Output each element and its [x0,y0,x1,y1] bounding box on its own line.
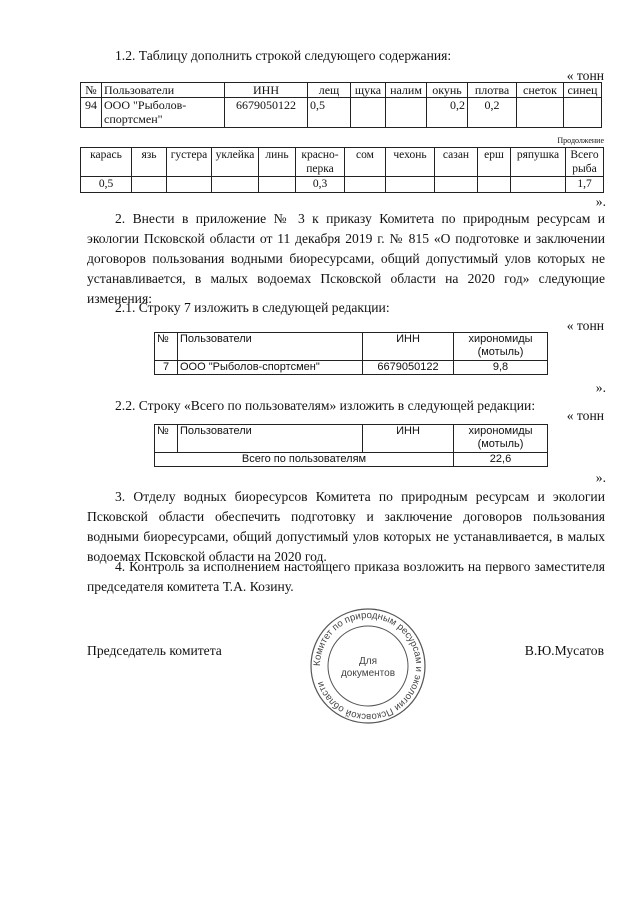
t2-h-6: красно-перка [296,148,345,177]
t1-c-2 [351,98,386,128]
t1-h-4: окунь [427,83,468,98]
t1-c-5: 0,2 [468,98,517,128]
section-1-2-heading: 1.2. Таблицу дополнить строкой следующего содержания: [115,48,452,63]
t1-c-6 [517,98,564,128]
t2-h-12: Всего рыба [566,148,604,177]
table-total-row [155,453,548,467]
paragraph-4: 4. Контроль за исполнением настоящего приказа возложить на первого заместителя председателя комитета Т.А. Козину. [87,559,605,594]
t1-c-7 [564,98,602,128]
t1-h-num: № [81,83,102,98]
continuation-label: Продолжение [557,136,604,145]
t2-h-8: чехонь [386,148,435,177]
t3-c-users: ООО "Рыболов-спортсмен" [178,361,363,375]
signatory-name: В.Ю.Мусатов [524,643,604,658]
t4-total-value: 22,6 [454,453,548,467]
t1-c-1: 0,5 [308,98,351,128]
paragraph-2: 2. Внести в приложение № 3 к приказу Комитета по природным ресурсам и экологии Псковской области от 11 декабря 2019 г. № 815 «О подготовке и заключении договоров пользования водными биоресурсами, общий допустимый улов которых не устанавливается, в малых водоемах Псковской области на 2020 год» следующие изменения: [87,211,605,306]
t1-h-users: Пользователи [102,83,225,98]
paragraph-3: 3. Отделу водных биоресурсов Комитета по природным ресурсам и экологии Псковской области обеспечить подготовку и заключение договоров пользования водными биоресурсами, общий допустимый улов которых не устанавливается, в малых водоемах Псковской области на 2020 год. [87,489,605,564]
t2-h-11: ряпушка [511,148,566,177]
close-quote-1: ». [595,194,606,209]
units-label-3: « тонн [566,408,604,423]
t2-h-4: уклейка [212,148,259,177]
t4-h-inn: ИНН [363,425,454,453]
t2-c-1: 0,5 [81,177,132,193]
table-1 [80,82,602,128]
section-2-1-heading: 2.1. Строку 7 изложить в следующей редакции: [115,300,390,315]
t2-h-10: ерш [478,148,511,177]
t4-total-label: Всего по пользователям [155,453,454,467]
t2-c-4 [212,177,259,193]
t3-c-inn: 6679050122 [363,361,454,375]
t3-h-value: хирономиды (мотыль) [454,333,548,361]
t2-c-8 [386,177,435,193]
t2-h-1: караcь [81,148,132,177]
table-2-header-row [81,148,604,177]
t2-h-2: язь [132,148,167,177]
table-3-header-row [155,333,548,361]
table-4-header-row [155,425,548,453]
t1-h-3: налим [386,83,427,98]
t1-c-inn: 6679050122 [225,98,308,128]
units-label-1: « тонн [566,68,604,83]
table-row [81,177,604,193]
t3-c-value: 9,8 [454,361,548,375]
t1-c-users: ООО "Рыболов-спортсмен" [102,98,225,128]
t2-h-3: густера [167,148,212,177]
t2-c-10 [478,177,511,193]
t3-h-inn: ИНН [363,333,454,361]
t1-h-2: щука [351,83,386,98]
t1-h-6: снеток [517,83,564,98]
stamp-seal [308,606,428,726]
t1-h-7: синец [564,83,602,98]
t4-h-users: Пользователи [178,425,363,453]
close-quote-2: ». [595,380,606,395]
t1-h-1: лещ [308,83,351,98]
t2-c-9 [435,177,478,193]
stamp-center-text-1: Для [358,656,378,667]
t2-h-7: сом [345,148,386,177]
t3-h-num: № [155,333,178,361]
t1-h-inn: ИНН [225,83,308,98]
table-row [81,98,602,128]
t2-h-5: линь [259,148,296,177]
t3-h-users: Пользователи [178,333,363,361]
t1-c-4: 0,2 [427,98,468,128]
t2-h-9: сазан [435,148,478,177]
t1-c-num: 94 [81,98,102,128]
t2-c-11 [511,177,566,193]
stamp-center-text-2: документов [340,668,396,679]
t1-c-3 [386,98,427,128]
close-quote-3: ». [595,470,606,485]
t2-c-7 [345,177,386,193]
t4-h-value: хирономиды (мотыль) [454,425,548,453]
t2-c-6: 0,3 [296,177,345,193]
t1-h-5: плотва [468,83,517,98]
table-4 [154,424,548,467]
t2-c-2 [132,177,167,193]
section-2-2-heading: 2.2. Строку «Всего по пользователям» изложить в следующей редакции: [115,398,536,413]
t3-c-num: 7 [155,361,178,375]
table-3 [154,332,548,375]
signatory-title: Председатель комитета [87,643,222,658]
table-1-header-row [81,83,602,98]
t2-c-12: 1,7 [566,177,604,193]
stamp-ring-text: Комитет по природным ресурсам и экологии Псковской области [311,609,425,723]
t2-c-5 [259,177,296,193]
t2-c-3 [167,177,212,193]
table-row [155,361,548,375]
table-2 [80,147,604,193]
units-label-2: « тонн [566,318,604,333]
t4-h-num: № [155,425,178,453]
